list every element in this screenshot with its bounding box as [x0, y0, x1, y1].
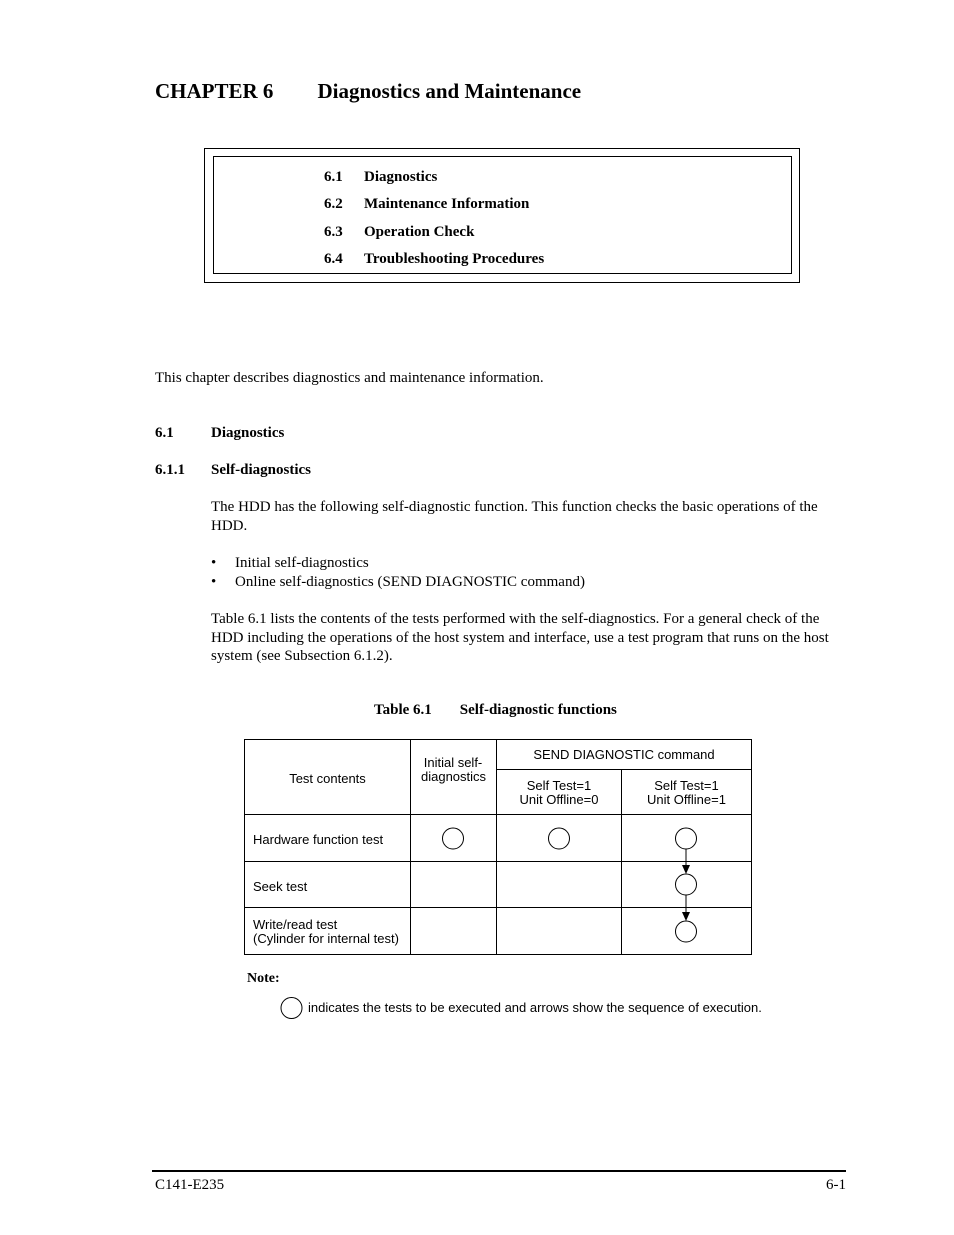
table-row: Seek test — [253, 879, 308, 894]
header-send-diagnostic: SEND DIAGNOSTIC command — [533, 747, 715, 762]
circle-marker — [549, 828, 570, 849]
section-heading: 6.1 Diagnostics — [155, 425, 285, 441]
toc-item[interactable]: 6.2 Maintenance Information — [324, 196, 530, 212]
subsection-heading: 6.1.1 Self-diagnostics — [155, 462, 312, 478]
list-item: • Online self-diagnostics (SEND DIAGNOSTIC command) — [211, 574, 585, 590]
note-label: Note: — [247, 971, 280, 986]
table-row: Write/read test (Cylinder for internal test) — [253, 917, 399, 946]
chapter-title: Diagnostics and Maintenance — [317, 79, 582, 103]
toc-item[interactable]: 6.4 Troubleshooting Procedures — [324, 251, 545, 267]
intro-paragraph: This chapter describes diagnostics and maintenance information. — [155, 370, 544, 386]
circle-marker — [443, 828, 464, 849]
chapter-number: CHAPTER 6 — [155, 79, 274, 103]
footer-rule — [152, 1170, 846, 1172]
paragraph-self-diagnostic: The HDD has the following self-diagnostic function. This function checks the basic operations of the HDD. — [211, 499, 818, 534]
list-item: • Initial self-diagnostics — [211, 555, 369, 571]
header-initial-self-diagnostics: Initial self- diagnostics — [421, 755, 487, 784]
arrow-down-icon — [682, 912, 690, 921]
table-caption: Table 6.1 Self-diagnostic functions — [374, 702, 617, 718]
header-test-contents: Test contents — [289, 771, 366, 786]
header-col3: Self Test=1 Unit Offline=0 — [519, 778, 599, 807]
footer-doc-id: C141-E235 — [155, 1177, 225, 1193]
note-text: indicates the tests to be executed and arrows show the sequence of execution. — [308, 1000, 762, 1015]
paragraph-table-intro: Table 6.1 lists the contents of the tests performed with the self-diagnostics. For a general check of the HDD including the operations of the host system and interface, use a test program that runs on the host system (see Subsection 6.1.2). — [211, 611, 829, 664]
table-row: Hardware function test — [253, 832, 384, 847]
circle-marker — [676, 874, 697, 895]
footer-page-number: 6-1 — [826, 1177, 846, 1193]
toc-item[interactable]: 6.3 Operation Check — [324, 224, 475, 240]
circle-marker — [676, 921, 697, 942]
circle-marker — [676, 828, 697, 849]
note-circle-marker — [281, 998, 302, 1019]
arrow-down-icon — [682, 865, 690, 874]
header-col4: Self Test=1 Unit Offline=1 — [647, 778, 726, 807]
toc-item[interactable]: 6.1 Diagnostics — [324, 169, 438, 185]
